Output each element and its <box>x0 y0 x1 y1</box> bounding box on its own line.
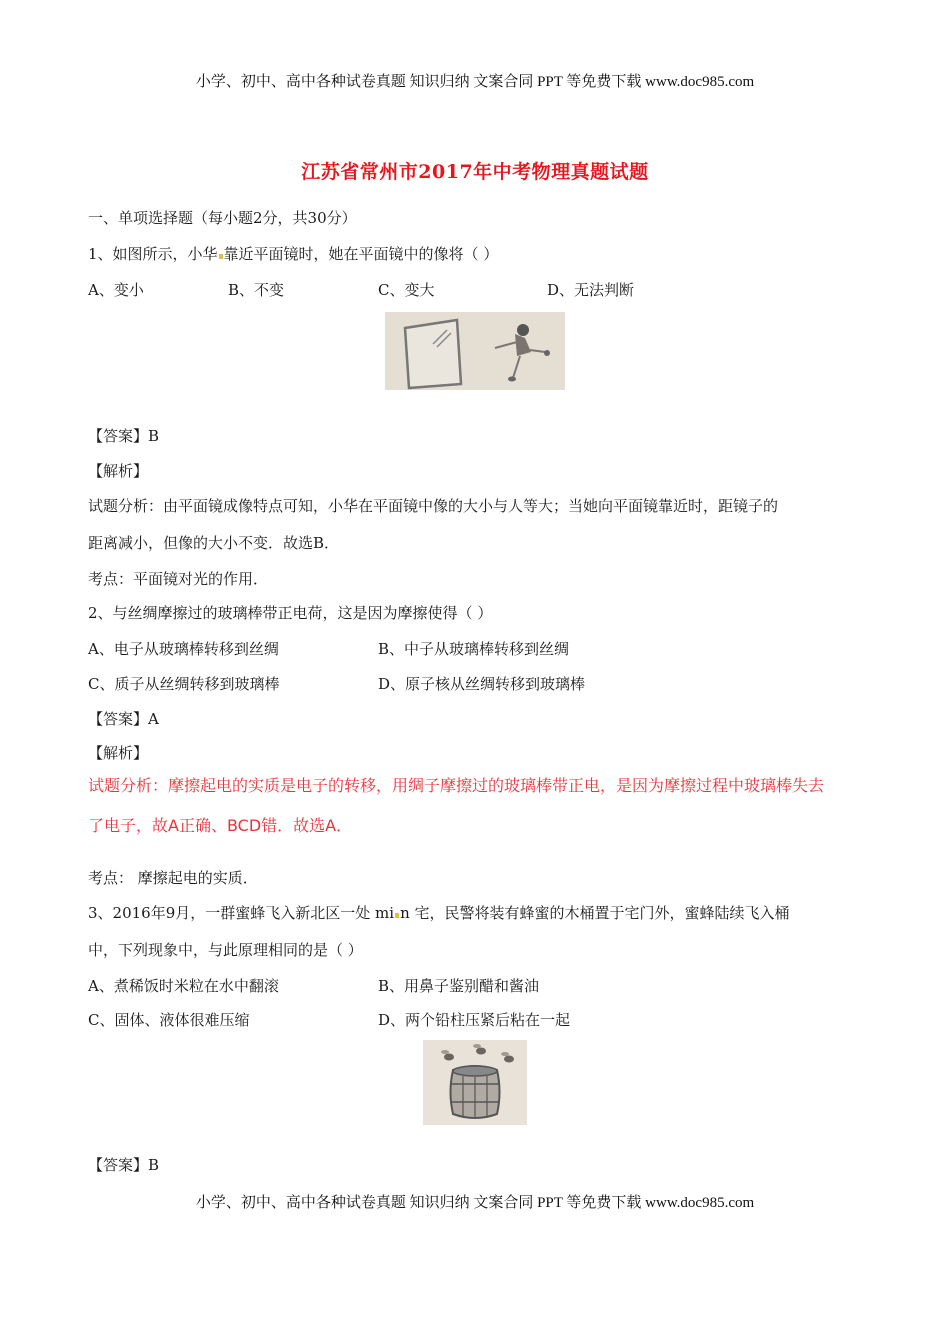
question-3-answer: 【答案】B <box>88 1156 160 1174</box>
document-title: 江苏省常州市2017年中考物理真题试题 <box>301 161 649 183</box>
mirror-girl-figure <box>385 312 565 390</box>
question-2-option-d: D、原子核从丝绸转移到玻璃棒 <box>378 675 586 693</box>
question-3-stem-line-1 <box>88 903 790 923</box>
question-3-stem-part1: 3、2016年9月，一群蜜蜂飞入新北区一处 mi <box>88 904 395 922</box>
question-3-option-c: C、固体、液体很难压缩 <box>88 1011 250 1029</box>
page-header: 小学、初中、高中各种试卷真题 知识归纳 文案合同 PPT 等免费下载 www.doc985.com <box>195 74 755 90</box>
question-3-stem-part2: n 宅，民警将装有蜂蜜的木桶置于宅门外，蜜蜂陆续飞入桶 <box>400 904 790 922</box>
section-heading: 一、单项选择题（每小题2分，共30分） <box>88 209 357 227</box>
question-2-answer: 【答案】A <box>88 710 159 728</box>
question-1-option-b: B、不变 <box>228 281 285 299</box>
question-1-stem <box>88 244 498 264</box>
question-1-key-point: 考点：平面镜对光的作用． <box>88 570 269 588</box>
question-1-answer: 【答案】B <box>88 427 160 445</box>
question-3-stem-line-2: 中，下列现象中，与此原理相同的是（ ） <box>88 941 363 959</box>
question-2-stem: 2、与丝绸摩擦过的玻璃棒带正电荷，这是因为摩擦使得（ ） <box>88 604 493 622</box>
question-1-option-c: C、变大 <box>378 281 435 299</box>
question-1-stem-part1: 1、如图所示，小华 <box>88 245 218 263</box>
question-2-option-b: B、中子从玻璃棒转移到丝绸 <box>378 640 570 658</box>
highlight-mark <box>219 254 223 259</box>
question-2-analysis-line-2: 了电子，故A正确、BCD错．故选A． <box>88 816 353 835</box>
mirror-girl-icon <box>385 312 565 390</box>
bees-barrel-figure <box>423 1040 527 1125</box>
question-3-option-a: A、煮稀饭时米粒在水中翻滚 <box>88 977 279 995</box>
question-2-analysis-label: 【解析】 <box>88 744 149 762</box>
question-1-analysis-line-2: 距离减小，但像的大小不变．故选B． <box>88 534 340 552</box>
question-3-option-b: B、用鼻子鉴别醋和酱油 <box>378 977 540 995</box>
question-1-stem-part2: 靠近平面镜时，她在平面镜中的像将（ ） <box>223 245 499 263</box>
question-1-analysis-line-1: 试题分析：由平面镜成像特点可知，小华在平面镜中像的大小与人等大；当她向平面镜靠近时，距镜子的 <box>88 497 779 515</box>
question-2-key-point: 考点： 摩擦起电的实质． <box>88 869 258 887</box>
question-1-analysis-label: 【解析】 <box>88 462 149 480</box>
question-3-option-d: D、两个铅柱压紧后粘在一起 <box>378 1011 571 1029</box>
question-2-option-c: C、质子从丝绸转移到玻璃棒 <box>88 675 280 693</box>
question-1-option-a: A、变小 <box>88 281 144 299</box>
question-2-analysis-line-1: 试题分析：摩擦起电的实质是电子的转移，用绸子摩擦过的玻璃棒带正电，是因为摩擦过程中玻璃棒失去 <box>88 776 825 795</box>
bees-barrel-icon <box>423 1040 527 1125</box>
question-1-option-d: D、无法判断 <box>547 281 635 299</box>
question-2-option-a: A、电子从玻璃棒转移到丝绸 <box>88 640 279 658</box>
highlight-mark <box>395 913 399 918</box>
page-footer: 小学、初中、高中各种试卷真题 知识归纳 文案合同 PPT 等免费下载 www.doc985.com <box>195 1195 755 1211</box>
